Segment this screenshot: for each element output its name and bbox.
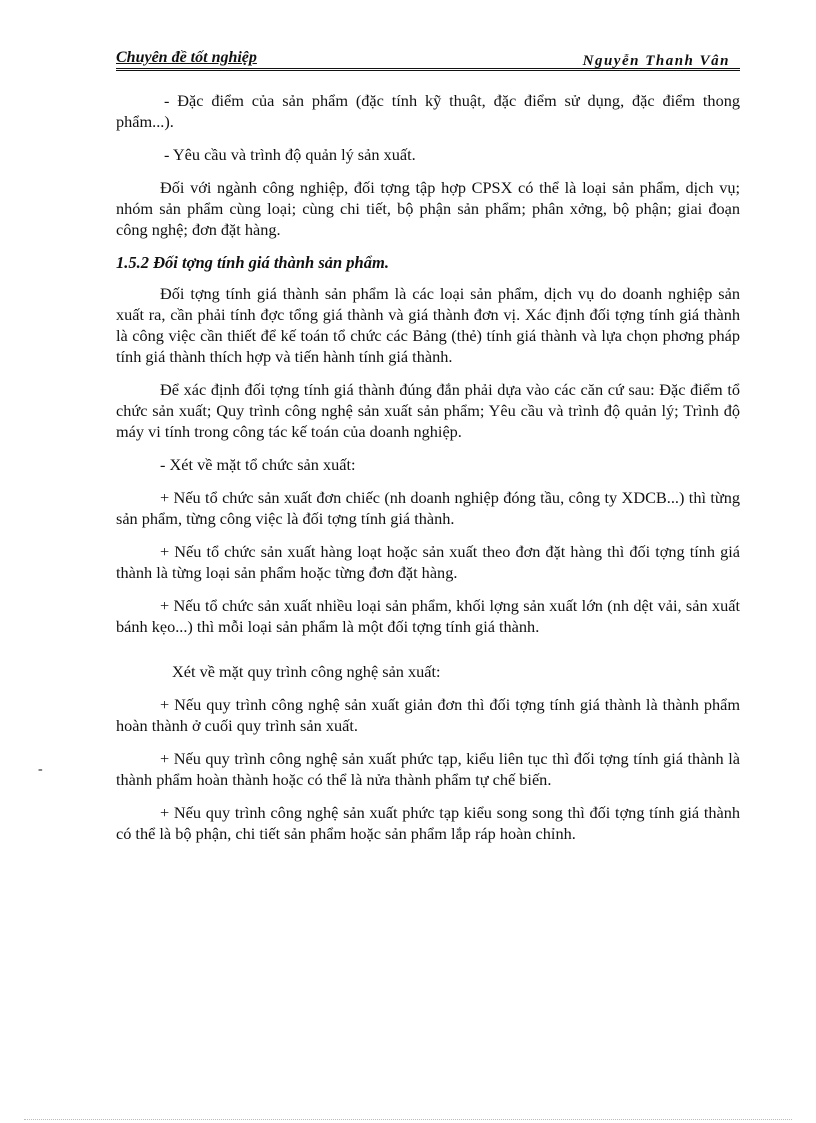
paragraph-mass-production: + Nếu tổ chức sản xuất nhiều loại sản phẩm, khối lợng sản xuất lớn (nh dệt vải, sản xuất bánh kẹo...) thì mỗi loại sản phẩm là một đối tợng tính giá thành. [116,596,740,636]
page-bottom-border [24,1119,792,1120]
paragraph-organization-aspect: - Xét về mặt tổ chức sản xuất: [160,455,356,474]
document-body [116,90,740,856]
paragraph-process-aspect: Xét về mặt quy trình công nghệ sản xuất: [172,662,441,681]
page-header [116,48,740,71]
paragraph-continuous-process: + Nếu quy trình công nghệ sản xuất phức tạp, kiểu liên tục thì đối tợng tính giá thành là thành phẩm hoàn thành hoặc có thể là nửa thành phẩm tự chế biến. [116,749,740,789]
paragraph-management-requirements: - Yêu cầu và trình độ quản lý sản xuất. [164,145,416,164]
paragraph-industry-objects: Đối với ngành công nghiệp, đối tợng tập hợp CPSX có thể là loại sản phẩm, dịch vụ; nhóm sản phẩm cùng loại; cùng chi tiết, bộ phận sản phẩm; phân xởng, bộ phận; giai đoạn công nghệ; đơn đặt hàng. [116,178,740,239]
paragraph-costing-object: Đối tợng tính giá thành sản phẩm là các loại sản phẩm, dịch vụ do doanh nghiệp sản xuất ra, cần phải tính đợc tổng giá thành và giá thành đơn vị. Xác định đối tợng tính giá thành là công việc cần thiết để kế toán tổ chức các Bảng (thẻ) tính giá thành và lựa chọn phơng pháp tính giá thành thích hợp và tiến hành tính giá thành. [116,284,740,366]
paragraph-product-features: - Đặc điểm của sản phẩm (đặc tính kỹ thuật, đặc điểm sử dụng, đặc điểm thong phẩm...). [116,91,740,131]
header-title: Chuyên đề tốt nghiệp [116,49,257,66]
paragraph-determination-basis: Để xác định đối tợng tính giá thành đúng đắn phải dựa vào các căn cứ sau: Đặc điểm tổ chức sản xuất; Quy trình công nghệ sản xuất sản phẩm; Yêu cầu và trình độ quản lý; Trình độ máy vi tính trong công tác kế toán của doanh nghiệp. [116,380,740,441]
paragraph-simple-process: + Nếu quy trình công nghệ sản xuất giản đơn thì đối tợng tính giá thành là thành phẩm hoàn thành ở cuối quy trình sản xuất. [116,695,740,735]
header-author: Nguyễn Thanh Vân [582,53,730,69]
paragraph-parallel-process: + Nếu quy trình công nghệ sản xuất phức tạp kiểu song song thì đối tợng tính giá thành có thể là bộ phận, chi tiết sản phẩm hoặc sản phẩm lắp ráp hoàn chỉnh. [116,803,740,843]
paragraph-single-production: + Nếu tổ chức sản xuất đơn chiếc (nh doanh nghiệp đóng tầu, công ty XDCB...) thì từng sản phẩm, từng công việc là đối tợng tính giá thành. [116,488,740,528]
section-heading: 1.5.2 Đối tợng tính giá thành sản phẩm. [116,253,389,272]
paragraph-batch-production: + Nếu tổ chức sản xuất hàng loạt hoặc sản xuất theo đơn đặt hàng thì đối tợng tính giá thành là từng loại sản phẩm hoặc từng đơn đặt hàng. [116,542,740,582]
margin-dash: - [38,762,43,777]
